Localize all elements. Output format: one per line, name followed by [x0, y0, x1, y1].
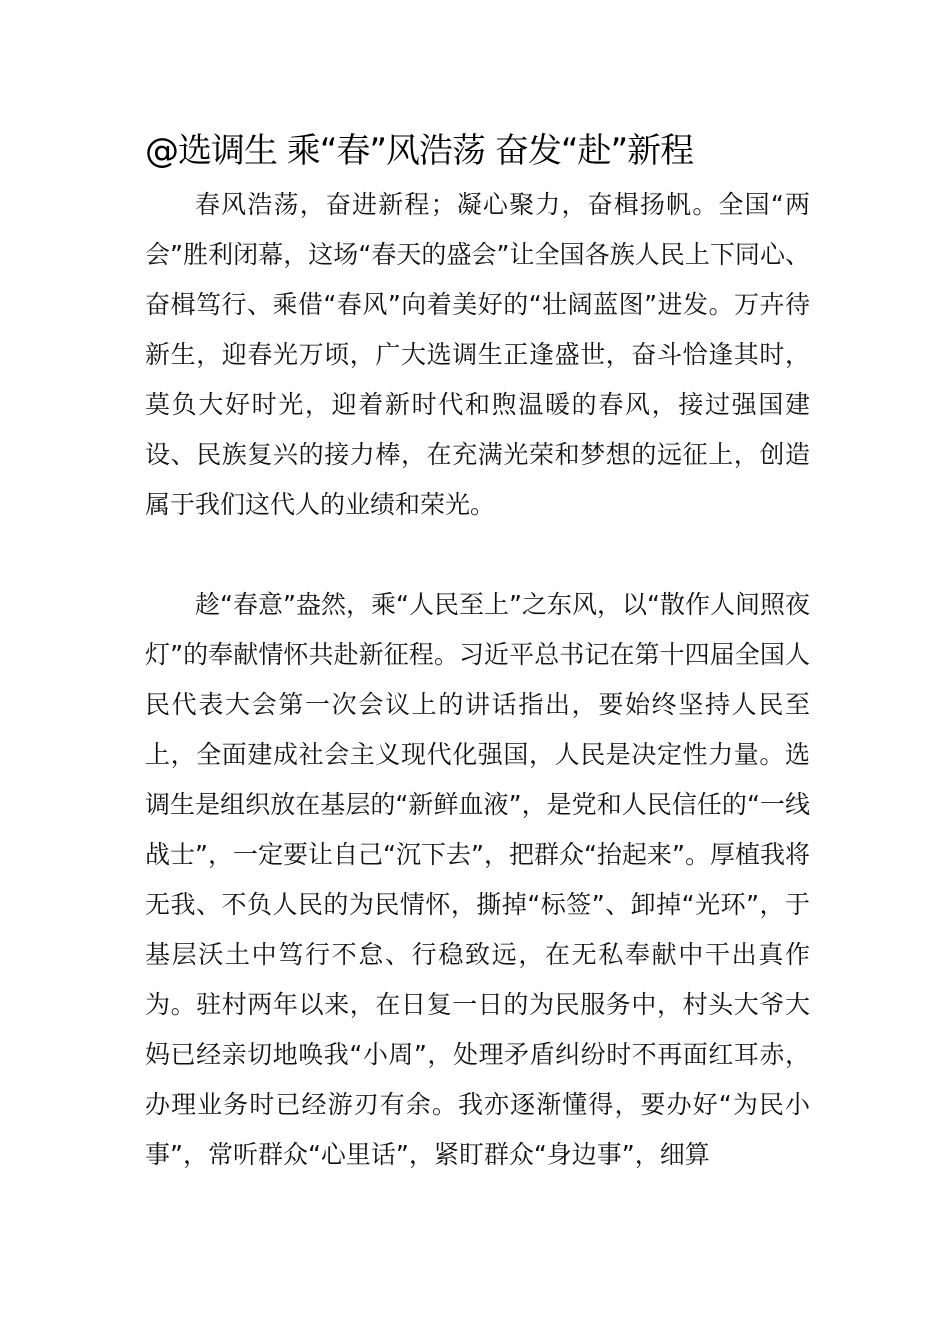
paragraph-1: 春风浩荡，奋进新程；凝心聚力，奋楫扬帆。全国“两会”胜利闭幕，这场“春天的盛会”让全国各族人民上下同心、奋楫笃行、乘借“春风”向着美好的“壮阔蓝图”进发。万卉待新生，迎春光万顷，广大选调生正逢盛世，奋斗恰逢其时，莫负大好时光，迎着新时代和煦温暖的春风，接过强国建设、民族复兴的接力棒，在充满光荣和梦想的远征上，创造属于我们这代人的业绩和荣光。 [145, 190, 810, 519]
document-title: @选调生 乘“春”风浩荡 奋发“赴”新程 [145, 131, 694, 171]
document-page [145, 122, 810, 1180]
paragraph-2: 趁“春意”盎然，乘“人民至上”之东风，以“散作人间照夜灯”的奉献情怀共赴新征程。习近平总书记在第十四届全国人民代表大会第一次会议上的讲话指出，要始终坚持人民至上，全面建成社会主义现代化强国，人民是决定性力量。选调生是组织放在基层的“新鲜血液”，是党和人民信任的“一线战士”，一定要让自己“沉下去”，把群众“抬起来”。厚植我将无我、不负人民的为民情怀，撕掉“标签”、卸掉“光环”，于基层沃土中笃行不怠、行稳致远，在无私奉献中干出真作为。驻村两年以来，在日复一日的为民服务中，村头大爷大妈已经亲切地唤我“小周”，处理矛盾纠纷时不再面红耳赤，办理业务时已经游刃有余。我亦逐渐懂得，要办好“为民小事”，常听群众“心里话”，紧盯群众“身边事”，细算 [145, 590, 810, 1169]
paragraph-spacer [145, 530, 810, 580]
